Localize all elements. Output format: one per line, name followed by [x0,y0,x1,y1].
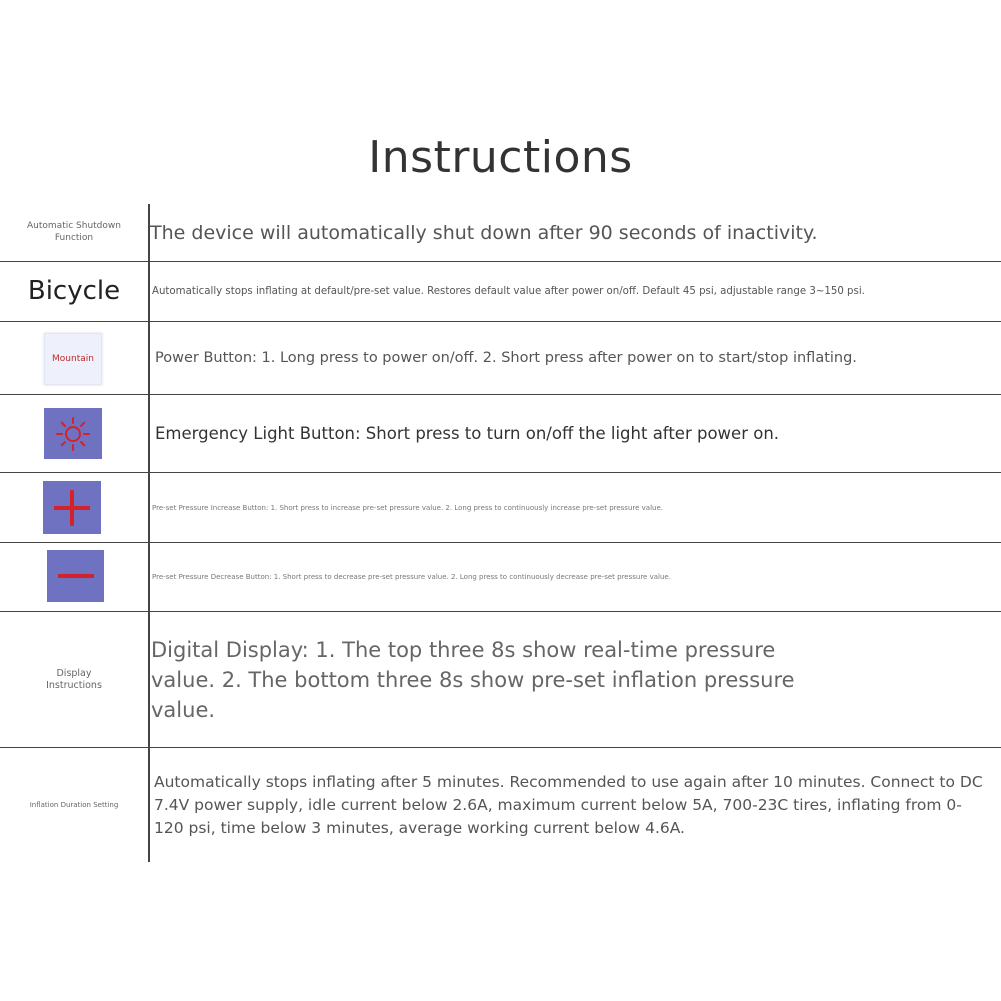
row-label: Automatic Shutdown Function [27,221,121,243]
instruction-row-bicycle [0,262,1001,321]
instruction-row-decrease [0,543,1001,611]
row-description [151,612,821,747]
row-description-text: Digital Display: 1. The top three 8s show real-time pressure value. 2. The bottom three 8s show pre-set inflation pressure value. [151,637,795,722]
row-label: Display Instructions [46,667,102,691]
instruction-row-inflation-duration [0,748,1001,862]
row-description-text: Emergency Light Button: Short press to turn on/off the light after power on. [155,424,780,443]
mountain-label: Mountain [52,354,94,364]
row-description-text: The device will automatically shut down after 90 seconds of inactivity. [150,221,818,244]
minus-icon [47,550,104,602]
instruction-row-increase [0,473,1001,542]
row-label: Bicycle [27,276,121,307]
row-description [152,262,981,321]
sun-light-icon [44,408,102,459]
row-label: Inflation Duration Setting [29,800,119,809]
plus-icon [43,481,101,534]
mountain-button-icon [44,333,102,385]
row-description [154,748,985,862]
row-description [150,204,981,261]
instruction-row-display [0,612,1001,747]
row-description-text: Pre-set Pressure Increase Button: 1. Short press to increase pre-set pressure value. 2. Long press to continuously increase pre-set pressure value. [152,503,663,512]
instruction-row-shutdown [0,204,1001,261]
row-description-text: Automatically stops inflating at default/pre-set value. Restores default value after power on/off. Default 45 psi, adjustable range 3~150 psi. [152,286,865,297]
row-description-text: Power Button: 1. Long press to power on/off. 2. Short press after power on to start/stop inflating. [155,350,857,366]
page-title: Instructions [368,132,633,183]
row-description [155,322,981,394]
row-description [155,395,981,472]
row-description-text: Pre-set Pressure Decrease Button: 1. Short press to decrease pre-set pressure value. 2. Long press to continuously decrease pre-set pressure value. [152,573,671,581]
instruction-row-light [0,395,1001,472]
row-description [152,473,981,542]
row-description-text: Automatically stops inflating after 5 minutes. Recommended to use again after 10 minutes. Connect to DC 7.4V power supply, idle current below 2.6A, maximum current below 5A, 700-23C tires, inflating from 0-120 psi, time below 3 minutes, average working current below 4.6A. [154,772,983,837]
row-description [152,543,981,611]
instruction-row-power [0,322,1001,394]
